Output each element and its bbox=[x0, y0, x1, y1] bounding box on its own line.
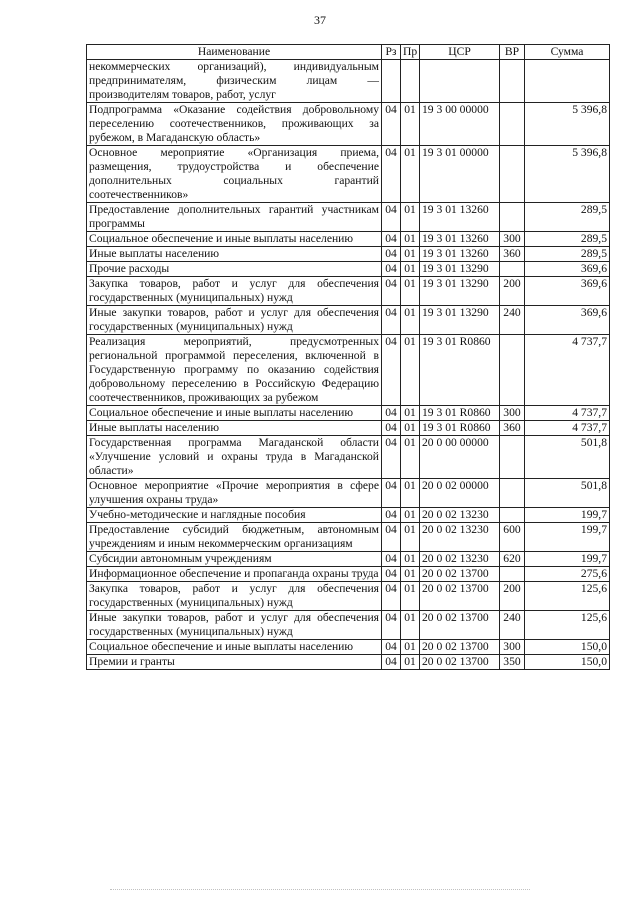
cell-pr bbox=[401, 60, 420, 103]
cell-name: Иные выплаты населению bbox=[87, 247, 382, 262]
table-row bbox=[87, 567, 610, 582]
cell-name: Подпрограмма «Оказание содействия добровольному переселению соотечественников, проживающих за рубежом, в Магаданскую область» bbox=[87, 103, 382, 146]
cell-rz: 04 bbox=[382, 655, 401, 670]
cell-sum: 5 396,8 bbox=[525, 103, 610, 146]
cell-sum: 199,7 bbox=[525, 523, 610, 552]
cell-rz: 04 bbox=[382, 436, 401, 479]
cell-vr: 300 bbox=[500, 640, 525, 655]
cell-vr: 350 bbox=[500, 655, 525, 670]
table-row bbox=[87, 60, 610, 103]
cell-csr: 19 3 01 R0860 bbox=[420, 335, 500, 406]
cell-name: Основное мероприятие «Организация приема, размещения, трудоустройства и обеспечение дополнительных социальных гарантий соотечественников» bbox=[87, 146, 382, 203]
cell-pr: 01 bbox=[401, 232, 420, 247]
cell-name: Закупка товаров, работ и услуг для обеспечения государственных (муниципальных) нужд bbox=[87, 582, 382, 611]
cell-pr: 01 bbox=[401, 655, 420, 670]
cell-name: Иные закупки товаров, работ и услуг для обеспечения государственных (муниципальных) нужд bbox=[87, 306, 382, 335]
cell-sum: 199,7 bbox=[525, 508, 610, 523]
cell-rz: 04 bbox=[382, 640, 401, 655]
cell-name: Предоставление дополнительных гарантий участникам программы bbox=[87, 203, 382, 232]
table-row bbox=[87, 582, 610, 611]
cell-pr: 01 bbox=[401, 523, 420, 552]
cell-vr: 620 bbox=[500, 552, 525, 567]
table-body bbox=[87, 60, 610, 670]
cell-csr: 19 3 01 13290 bbox=[420, 277, 500, 306]
cell-vr: 300 bbox=[500, 232, 525, 247]
cell-pr: 01 bbox=[401, 582, 420, 611]
cell-sum: 199,7 bbox=[525, 552, 610, 567]
cell-csr: 20 0 02 13700 bbox=[420, 567, 500, 582]
header-sum: Сумма bbox=[525, 45, 610, 60]
cell-rz bbox=[382, 60, 401, 103]
header-name: Наименование bbox=[87, 45, 382, 60]
cell-rz: 04 bbox=[382, 582, 401, 611]
table-row bbox=[87, 640, 610, 655]
cell-vr bbox=[500, 479, 525, 508]
cell-csr: 20 0 02 13700 bbox=[420, 611, 500, 640]
table-row bbox=[87, 406, 610, 421]
cell-csr: 20 0 02 00000 bbox=[420, 479, 500, 508]
cell-name: Прочие расходы bbox=[87, 262, 382, 277]
cell-csr: 20 0 02 13230 bbox=[420, 523, 500, 552]
cell-rz: 04 bbox=[382, 508, 401, 523]
cell-rz: 04 bbox=[382, 421, 401, 436]
table-row bbox=[87, 611, 610, 640]
cell-name: Закупка товаров, работ и услуг для обеспечения государственных (муниципальных) нужд bbox=[87, 277, 382, 306]
cell-vr: 240 bbox=[500, 306, 525, 335]
cell-vr: 200 bbox=[500, 277, 525, 306]
table-row bbox=[87, 247, 610, 262]
table-row bbox=[87, 103, 610, 146]
cell-vr bbox=[500, 203, 525, 232]
cell-pr: 01 bbox=[401, 277, 420, 306]
table-row bbox=[87, 479, 610, 508]
cell-sum: 125,6 bbox=[525, 582, 610, 611]
table-header-row bbox=[87, 45, 610, 60]
table-row bbox=[87, 146, 610, 203]
cell-vr bbox=[500, 508, 525, 523]
cell-rz: 04 bbox=[382, 306, 401, 335]
cell-rz: 04 bbox=[382, 523, 401, 552]
cell-sum: 5 396,8 bbox=[525, 146, 610, 203]
cell-sum bbox=[525, 60, 610, 103]
cell-vr: 600 bbox=[500, 523, 525, 552]
cell-pr: 01 bbox=[401, 640, 420, 655]
cell-vr bbox=[500, 335, 525, 406]
cell-sum: 369,6 bbox=[525, 306, 610, 335]
cell-csr: 20 0 02 13230 bbox=[420, 552, 500, 567]
cell-csr: 19 3 01 13260 bbox=[420, 247, 500, 262]
cell-pr: 01 bbox=[401, 436, 420, 479]
header-rz: Рз bbox=[382, 45, 401, 60]
cell-csr: 20 0 00 00000 bbox=[420, 436, 500, 479]
cell-vr: 240 bbox=[500, 611, 525, 640]
cell-rz: 04 bbox=[382, 203, 401, 232]
table-row bbox=[87, 262, 610, 277]
table-row bbox=[87, 436, 610, 479]
cell-name: Информационное обеспечение и пропаганда охраны труда bbox=[87, 567, 382, 582]
cell-pr: 01 bbox=[401, 247, 420, 262]
table-row bbox=[87, 277, 610, 306]
table-row bbox=[87, 523, 610, 552]
cell-pr: 01 bbox=[401, 508, 420, 523]
cell-name: Учебно-методические и наглядные пособия bbox=[87, 508, 382, 523]
cell-name: Премии и гранты bbox=[87, 655, 382, 670]
cell-pr: 01 bbox=[401, 567, 420, 582]
cell-rz: 04 bbox=[382, 567, 401, 582]
scan-artifact-line bbox=[110, 889, 530, 894]
cell-sum: 369,6 bbox=[525, 277, 610, 306]
cell-sum: 4 737,7 bbox=[525, 406, 610, 421]
cell-pr: 01 bbox=[401, 552, 420, 567]
cell-csr: 19 3 01 00000 bbox=[420, 146, 500, 203]
cell-pr: 01 bbox=[401, 146, 420, 203]
cell-name: Иные закупки товаров, работ и услуг для обеспечения государственных (муниципальных) нужд bbox=[87, 611, 382, 640]
cell-sum: 501,8 bbox=[525, 479, 610, 508]
cell-csr: 19 3 01 R0860 bbox=[420, 406, 500, 421]
cell-csr: 19 3 01 13290 bbox=[420, 262, 500, 277]
cell-rz: 04 bbox=[382, 146, 401, 203]
header-pr: Пр bbox=[401, 45, 420, 60]
cell-sum: 125,6 bbox=[525, 611, 610, 640]
cell-csr bbox=[420, 60, 500, 103]
cell-vr bbox=[500, 146, 525, 203]
cell-sum: 150,0 bbox=[525, 640, 610, 655]
cell-pr: 01 bbox=[401, 203, 420, 232]
cell-sum: 150,0 bbox=[525, 655, 610, 670]
table-row bbox=[87, 655, 610, 670]
cell-sum: 501,8 bbox=[525, 436, 610, 479]
cell-name: Предоставление субсидий бюджетным, автономным учреждениям и иным некоммерческим организациям bbox=[87, 523, 382, 552]
table-row bbox=[87, 421, 610, 436]
cell-pr: 01 bbox=[401, 335, 420, 406]
cell-rz: 04 bbox=[382, 552, 401, 567]
cell-sum: 289,5 bbox=[525, 203, 610, 232]
cell-sum: 4 737,7 bbox=[525, 335, 610, 406]
cell-pr: 01 bbox=[401, 262, 420, 277]
table-row bbox=[87, 232, 610, 247]
cell-vr bbox=[500, 60, 525, 103]
cell-name: Социальное обеспечение и иные выплаты населению bbox=[87, 640, 382, 655]
cell-csr: 20 0 02 13230 bbox=[420, 508, 500, 523]
cell-name: Реализация мероприятий, предусмотренных региональной программой переселения, включенной в Государственную программу по оказанию содействия добровольному переселению в Российскую Федерацию соотечественников, проживающих за рубежом bbox=[87, 335, 382, 406]
page-number: 37 bbox=[314, 13, 326, 27]
cell-vr: 200 bbox=[500, 582, 525, 611]
table-row bbox=[87, 335, 610, 406]
cell-name: Основное мероприятие «Прочие мероприятия в сфере улучшения охраны труда» bbox=[87, 479, 382, 508]
cell-pr: 01 bbox=[401, 479, 420, 508]
cell-rz: 04 bbox=[382, 479, 401, 508]
cell-name: Субсидии автономным учреждениям bbox=[87, 552, 382, 567]
cell-csr: 19 3 01 13260 bbox=[420, 203, 500, 232]
cell-rz: 04 bbox=[382, 262, 401, 277]
cell-name: некоммерческих организаций), индивидуальным предпринимателям, физическим лицам — производителям товаров, работ, услуг bbox=[87, 60, 382, 103]
cell-sum: 275,6 bbox=[525, 567, 610, 582]
cell-sum: 289,5 bbox=[525, 232, 610, 247]
cell-csr: 20 0 02 13700 bbox=[420, 655, 500, 670]
cell-pr: 01 bbox=[401, 406, 420, 421]
table-row bbox=[87, 552, 610, 567]
cell-rz: 04 bbox=[382, 277, 401, 306]
header-vr: ВР bbox=[500, 45, 525, 60]
table-row bbox=[87, 203, 610, 232]
cell-vr bbox=[500, 567, 525, 582]
cell-csr: 19 3 01 13260 bbox=[420, 232, 500, 247]
cell-rz: 04 bbox=[382, 611, 401, 640]
table-row bbox=[87, 306, 610, 335]
cell-vr: 360 bbox=[500, 421, 525, 436]
cell-vr: 300 bbox=[500, 406, 525, 421]
cell-name: Социальное обеспечение и иные выплаты населению bbox=[87, 232, 382, 247]
cell-csr: 20 0 02 13700 bbox=[420, 582, 500, 611]
cell-rz: 04 bbox=[382, 335, 401, 406]
cell-pr: 01 bbox=[401, 103, 420, 146]
cell-csr: 19 3 01 13290 bbox=[420, 306, 500, 335]
cell-sum: 289,5 bbox=[525, 247, 610, 262]
cell-rz: 04 bbox=[382, 103, 401, 146]
cell-vr bbox=[500, 436, 525, 479]
cell-csr: 20 0 02 13700 bbox=[420, 640, 500, 655]
cell-vr: 360 bbox=[500, 247, 525, 262]
cell-pr: 01 bbox=[401, 611, 420, 640]
cell-sum: 4 737,7 bbox=[525, 421, 610, 436]
cell-sum: 369,6 bbox=[525, 262, 610, 277]
cell-pr: 01 bbox=[401, 306, 420, 335]
cell-rz: 04 bbox=[382, 406, 401, 421]
cell-csr: 19 3 01 R0860 bbox=[420, 421, 500, 436]
cell-vr bbox=[500, 103, 525, 146]
cell-pr: 01 bbox=[401, 421, 420, 436]
cell-rz: 04 bbox=[382, 232, 401, 247]
table-row bbox=[87, 508, 610, 523]
budget-table bbox=[86, 44, 610, 670]
cell-csr: 19 3 00 00000 bbox=[420, 103, 500, 146]
cell-rz: 04 bbox=[382, 247, 401, 262]
cell-name: Государственная программа Магаданской области «Улучшение условий и охраны труда в Магаданской области» bbox=[87, 436, 382, 479]
header-csr: ЦСР bbox=[420, 45, 500, 60]
cell-vr bbox=[500, 262, 525, 277]
cell-name: Социальное обеспечение и иные выплаты населению bbox=[87, 406, 382, 421]
cell-name: Иные выплаты населению bbox=[87, 421, 382, 436]
